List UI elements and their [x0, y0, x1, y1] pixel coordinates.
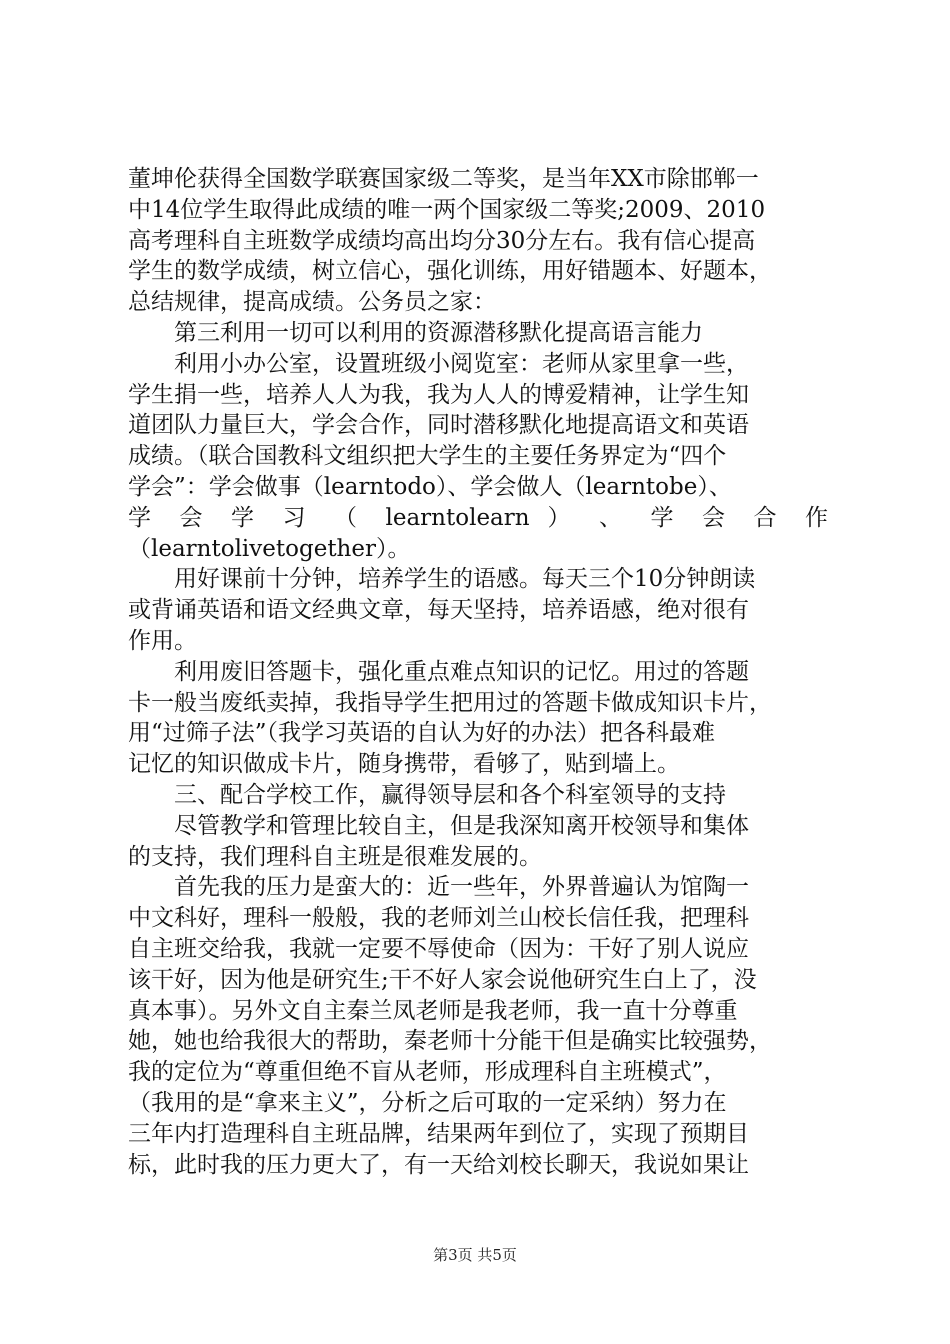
- text-line: 首先我的压力是蛮大的：近一些年，外界普遍认为馆陶一: [128, 874, 749, 901]
- text-line: 作用。: [128, 627, 197, 654]
- text-line: 尽管教学和管理比较自主，但是我深知离开校领导和集体: [128, 812, 749, 839]
- text-line: 自主班交给我，我就一定要不辱使命（因为：干好了别人说应: [128, 935, 749, 962]
- text-line: 道团队力量巨大，学会合作，同时潜移默化地提高语文和英语: [128, 412, 749, 439]
- text-line: （learntolivetogether）。: [128, 535, 411, 562]
- text-line: 标，此时我的压力更大了，有一天给刘校长聊天，我说如果让: [128, 1151, 749, 1178]
- text-line: 总结规律，提高成绩。公务员之家：: [128, 289, 496, 316]
- text-line: 高考理科自主班数学成绩均高出均分30分左右。我有信心提高: [128, 227, 756, 254]
- text-line: 卡一般当废纸卖掉，我指导学生把用过的答题卡做成知识卡片，: [128, 689, 772, 716]
- text-line: （我用的是“拿来主义”，分析之后可取的一定采纳）努力在: [128, 1089, 727, 1116]
- text-line: 学会”：学会做事（learntodo）、学会做人（learntobe）、: [128, 473, 732, 500]
- text-line: 利用小办公室，设置班级小阅览室：老师从家里拿一些，: [128, 350, 749, 377]
- section-heading: 三、配合学校工作，赢得领导层和各个科室领导的支持: [128, 781, 726, 808]
- text-line: 三年内打造理科自主班品牌，结果两年到位了，实现了预期目: [128, 1120, 749, 1147]
- text-line: 学生捐一些，培养人人为我，我为人人的博爱精神，让学生知: [128, 381, 749, 408]
- text-line: 该干好，因为他是研究生;干不好人家会说他研究生白上了，没: [128, 966, 757, 993]
- text-line: 学 会 学 习 （ learntolearn ） 、 学 会 合 作: [128, 504, 828, 531]
- text-line: 记忆的知识做成卡片，随身携带，看够了，贴到墙上。: [128, 751, 680, 778]
- text-line: 中文科好，理科一般般，我的老师刘兰山校长信任我，把理科: [128, 905, 749, 932]
- text-line: 我的定位为“尊重但绝不盲从老师，形成理科自主班模式”，: [128, 1059, 727, 1086]
- document-body: [128, 164, 828, 1180]
- text-line: 用好课前十分钟，培养学生的语感。每天三个10分钟朗读: [128, 566, 756, 593]
- text-line: 中14位学生取得此成绩的唯一两个国家级二等奖;2009、2010: [128, 196, 766, 223]
- text-line: 成绩。（联合国教科文组织把大学生的主要任务界定为“四个: [128, 443, 727, 470]
- text-line: 她，她也给我很大的帮助，秦老师十分能干但是确实比较强势，: [128, 1028, 772, 1055]
- text-line: 董坤伦获得全国数学联赛国家级二等奖，是当年XX市除邯郸一: [128, 166, 759, 192]
- text-line: 学生的数学成绩，树立信心，强化训练，用好错题本、好题本，: [128, 258, 772, 285]
- section-heading: 第三利用一切可以利用的资源潜移默化提高语言能力: [128, 319, 703, 346]
- text-line: 真本事）。另外文自主秦兰凤老师是我老师，我一直十分尊重: [128, 997, 738, 1024]
- text-line: 利用废旧答题卡，强化重点难点知识的记忆。用过的答题: [128, 658, 749, 685]
- page-number-footer: 第3页 共5页: [433, 1246, 517, 1264]
- text-line: 的支持，我们理科自主班是很难发展的。: [128, 843, 542, 870]
- text-line: 或背诵英语和语文经典文章，每天坚持，培养语感，绝对很有: [128, 597, 749, 624]
- text-line: 用“过筛子法”（我学习英语的自认为好的办法）把各科最难: [128, 720, 716, 747]
